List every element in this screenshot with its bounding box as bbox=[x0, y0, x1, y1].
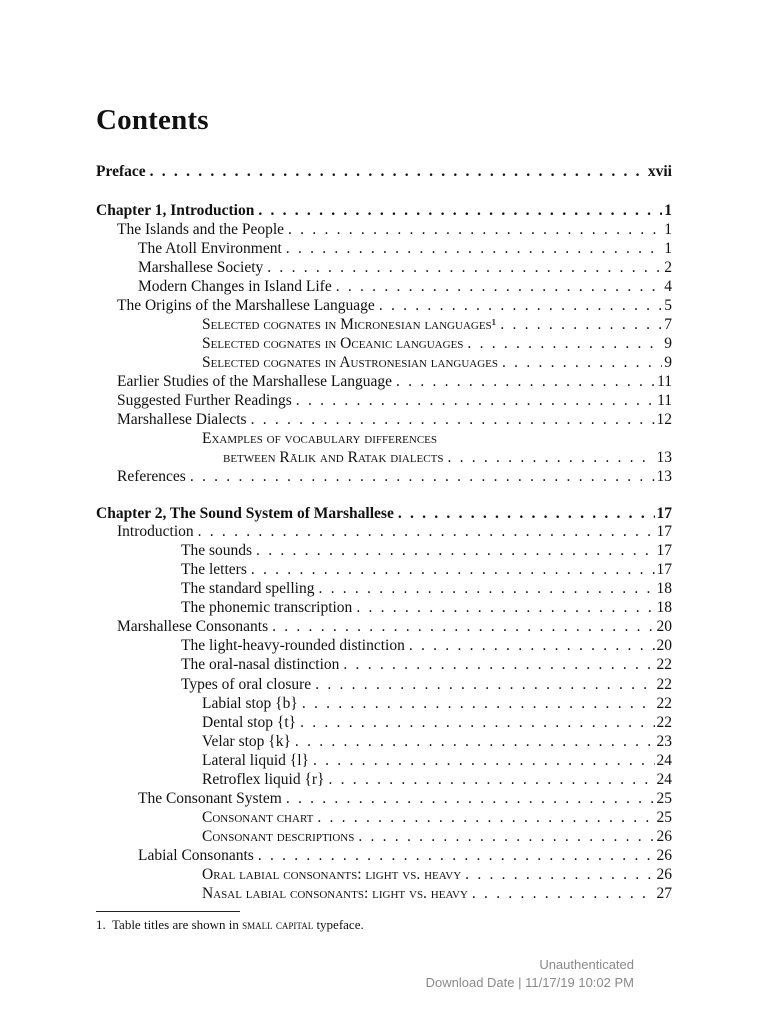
toc-entry-label: Modern Changes in Island Life bbox=[138, 278, 332, 295]
toc-leader-dots bbox=[258, 201, 662, 220]
toc-entry[interactable] bbox=[202, 315, 672, 334]
toc-entry-page-number: 25 bbox=[656, 790, 672, 807]
toc-entry-label: The Origins of the Marshallese Language bbox=[117, 297, 375, 314]
toc-leader-dots bbox=[313, 751, 655, 770]
toc-entry-page-number: 26 bbox=[656, 847, 672, 864]
toc-entry-page-number: 22 bbox=[656, 695, 672, 712]
toc-entry-page-number: 11 bbox=[657, 392, 672, 409]
toc-entry-label: The sounds bbox=[181, 542, 253, 559]
toc-entry-page-number: 22 bbox=[656, 676, 672, 693]
toc-entry-label: The Islands and the People bbox=[117, 221, 285, 238]
toc-entry-label: Marshallese Dialects bbox=[117, 411, 247, 428]
toc-leader-dots bbox=[502, 353, 662, 372]
toc-entry-page-number: 22 bbox=[656, 656, 672, 673]
toc-leader-dots bbox=[190, 467, 655, 486]
toc-entry-label: Oral labial consonants: light vs. heavy bbox=[202, 866, 462, 883]
toc-leader-dots bbox=[409, 636, 655, 655]
toc-leader-dots bbox=[318, 579, 654, 598]
toc-entry-label: Preface bbox=[96, 163, 146, 180]
toc-entry[interactable] bbox=[181, 579, 672, 598]
toc-entry-label: Chapter 2, The Sound System of Marshallese bbox=[96, 505, 394, 522]
toc-entry[interactable] bbox=[117, 220, 672, 239]
toc-entry-label: Types of oral closure bbox=[181, 676, 312, 693]
toc-entry[interactable] bbox=[138, 789, 672, 808]
toc-entry[interactable] bbox=[117, 410, 672, 429]
toc-entry-page-number: 17 bbox=[656, 561, 672, 578]
toc-entry-page-number: 18 bbox=[656, 580, 672, 597]
toc-entry-label: The standard spelling bbox=[181, 580, 315, 597]
toc-entry[interactable] bbox=[181, 675, 672, 694]
toc-entry[interactable] bbox=[202, 713, 672, 732]
toc-entry-label: The phonemic transcription bbox=[181, 599, 353, 616]
toc-leader-dots bbox=[315, 675, 654, 694]
toc-entry[interactable] bbox=[96, 162, 672, 181]
toc-leader-dots bbox=[300, 713, 654, 732]
toc-entry-page-number: 7 bbox=[664, 316, 672, 333]
toc-leader-dots bbox=[272, 617, 654, 636]
toc-entry-page-number: 25 bbox=[656, 809, 672, 826]
toc-entry-label: Consonant chart bbox=[202, 809, 314, 826]
toc-entry[interactable] bbox=[181, 636, 672, 655]
toc-entry-page-number: 2 bbox=[664, 259, 672, 276]
toc-entry-label: The oral-nasal distinction bbox=[181, 656, 340, 673]
toc-entry-page-number: 27 bbox=[656, 885, 672, 902]
toc-leader-dots bbox=[295, 732, 655, 751]
toc-entry[interactable] bbox=[202, 751, 672, 770]
toc-leader-dots bbox=[258, 846, 655, 865]
toc-leader-dots bbox=[286, 789, 655, 808]
toc-leader-dots bbox=[343, 655, 654, 674]
toc-entry-label: between Rālik and Ratak dialects bbox=[223, 449, 444, 466]
toc-entry[interactable] bbox=[117, 372, 672, 391]
toc-entry-page-number: 20 bbox=[656, 637, 672, 654]
toc-entry-page-number: 24 bbox=[656, 771, 672, 788]
toc-entry-page-number: 9 bbox=[664, 335, 672, 352]
footnote bbox=[96, 916, 364, 933]
toc-entry[interactable] bbox=[202, 429, 672, 448]
toc-leader-dots bbox=[336, 277, 663, 296]
footnote-text-before: Table titles are shown in bbox=[112, 917, 239, 932]
toc-entry-label: Marshallese Society bbox=[138, 259, 264, 276]
toc-entry[interactable] bbox=[202, 694, 672, 713]
toc-leader-dots bbox=[251, 560, 655, 579]
footnote-divider bbox=[96, 911, 240, 912]
toc-leader-dots bbox=[329, 770, 655, 789]
toc-entry-page-number: 18 bbox=[656, 599, 672, 616]
toc-entry-page-number: 17 bbox=[656, 542, 672, 559]
toc-entry-page-number: 4 bbox=[664, 278, 672, 295]
watermark-status: Unauthenticated bbox=[539, 957, 634, 972]
footnote-text-after: typeface. bbox=[316, 917, 364, 932]
toc-entry-label: Examples of vocabulary differences bbox=[202, 430, 438, 447]
toc-entry[interactable] bbox=[202, 865, 672, 884]
toc-entry-label: The Consonant System bbox=[138, 790, 282, 807]
toc-leader-dots bbox=[267, 258, 662, 277]
toc-leader-dots bbox=[288, 220, 662, 239]
toc-entry-label: Lateral liquid {l} bbox=[202, 752, 309, 769]
toc-entry-label: Selected cognates in Oceanic languages bbox=[202, 335, 464, 352]
toc-entry-label: Retroflex liquid {r} bbox=[202, 771, 325, 788]
toc-entry[interactable] bbox=[138, 277, 672, 296]
toc-entry[interactable] bbox=[138, 258, 672, 277]
toc-entry-page-number: 17 bbox=[656, 505, 672, 522]
toc-entry-label: Suggested Further Readings bbox=[117, 392, 292, 409]
toc-entry-page-number: 12 bbox=[656, 411, 672, 428]
toc-entry-page-number: 9 bbox=[664, 354, 672, 371]
toc-entry-label: Velar stop {k} bbox=[202, 733, 291, 750]
toc-entry[interactable] bbox=[117, 617, 672, 636]
toc-entry-page-number: 17 bbox=[656, 523, 672, 540]
toc-entry-page-number: 23 bbox=[656, 733, 672, 750]
toc-entry[interactable] bbox=[96, 504, 672, 523]
toc-leader-dots bbox=[465, 865, 654, 884]
toc-leader-dots bbox=[467, 334, 662, 353]
download-watermark bbox=[334, 956, 634, 992]
toc-leader-dots bbox=[296, 391, 655, 410]
toc-entry-page-number: 22 bbox=[656, 714, 672, 731]
page-title: Contents bbox=[96, 104, 209, 136]
toc-entry[interactable] bbox=[117, 391, 672, 410]
toc-entry[interactable] bbox=[138, 846, 672, 865]
toc-entry[interactable] bbox=[117, 522, 672, 541]
watermark-download-date: Download Date | 11/17/19 10:02 PM bbox=[425, 975, 634, 990]
toc-entry-label: Labial Consonants bbox=[138, 847, 254, 864]
toc-leader-dots bbox=[358, 827, 654, 846]
toc-entry[interactable] bbox=[117, 467, 672, 486]
toc-entry-label: Marshallese Consonants bbox=[117, 618, 269, 635]
footnote-text-smallcaps: small capital bbox=[242, 917, 314, 932]
toc-leader-dots bbox=[398, 504, 655, 523]
toc-entry-label: Chapter 1, Introduction bbox=[96, 202, 255, 219]
toc-entry-label: Dental stop {t} bbox=[202, 714, 297, 731]
toc-entry-page-number: 26 bbox=[656, 866, 672, 883]
toc-leader-dots bbox=[286, 239, 662, 258]
toc-leader-dots bbox=[317, 808, 654, 827]
toc-entry[interactable] bbox=[181, 560, 672, 579]
toc-entry-page-number: 20 bbox=[656, 618, 672, 635]
toc-entry-label: Introduction bbox=[117, 523, 194, 540]
toc-entry[interactable] bbox=[223, 448, 672, 467]
toc-entry-label: The letters bbox=[181, 561, 247, 578]
footnote-number: 1. bbox=[96, 917, 106, 932]
toc-entry[interactable] bbox=[181, 655, 672, 674]
toc-entry-page-number: 1 bbox=[664, 240, 672, 257]
toc-entry[interactable] bbox=[181, 598, 672, 617]
toc-entry-page-number: 13 bbox=[656, 468, 672, 485]
toc-leader-dots bbox=[500, 315, 662, 334]
toc-leader-dots bbox=[356, 598, 654, 617]
toc-entry-label: The light-heavy-rounded distinction bbox=[181, 637, 405, 654]
toc-entry-page-number: xvii bbox=[647, 163, 672, 180]
toc-entry-page-number: 24 bbox=[656, 752, 672, 769]
toc-entry-page-number: 26 bbox=[656, 828, 672, 845]
toc-entry-label: References bbox=[117, 468, 186, 485]
toc-leader-dots bbox=[150, 162, 646, 181]
toc-entry[interactable] bbox=[96, 201, 672, 220]
toc-entry-label: Selected cognates in Austronesian languages bbox=[202, 354, 499, 371]
toc-leader-dots bbox=[472, 884, 655, 903]
toc-entry-page-number: 5 bbox=[664, 297, 672, 314]
toc-leader-dots bbox=[198, 522, 655, 541]
toc-entry[interactable] bbox=[117, 296, 672, 315]
toc-entry-page-number: 13 bbox=[656, 449, 672, 466]
toc-leader-dots bbox=[256, 541, 654, 560]
toc-entry-label: Labial stop {b} bbox=[202, 695, 298, 712]
toc-entry-page-number: 11 bbox=[657, 373, 672, 390]
toc-entry[interactable] bbox=[202, 770, 672, 789]
toc-entry[interactable] bbox=[202, 334, 672, 353]
toc-entry-label: The Atoll Environment bbox=[138, 240, 282, 257]
toc-leader-dots bbox=[447, 448, 654, 467]
toc-leader-dots bbox=[251, 410, 655, 429]
toc-entry-label: Selected cognates in Micronesian languages¹ bbox=[202, 316, 497, 333]
toc-entry-page-number: 1 bbox=[664, 221, 672, 238]
toc-entry-label: Nasal labial consonants: light vs. heavy bbox=[202, 885, 468, 902]
toc-entry[interactable] bbox=[138, 239, 672, 258]
toc-entry-page-number: 1 bbox=[664, 202, 672, 219]
toc-entry[interactable] bbox=[202, 808, 672, 827]
toc-entry[interactable] bbox=[181, 541, 672, 560]
toc-entry[interactable] bbox=[202, 884, 672, 903]
toc-leader-dots bbox=[302, 694, 655, 713]
toc-entry-label: Earlier Studies of the Marshallese Language bbox=[117, 373, 393, 390]
toc-entry[interactable] bbox=[202, 353, 672, 372]
toc-leader-dots bbox=[379, 296, 662, 315]
toc-leader-dots bbox=[396, 372, 655, 391]
toc-entry[interactable] bbox=[202, 732, 672, 751]
toc-entry-label: Consonant descriptions bbox=[202, 828, 355, 845]
toc-entry[interactable] bbox=[202, 827, 672, 846]
